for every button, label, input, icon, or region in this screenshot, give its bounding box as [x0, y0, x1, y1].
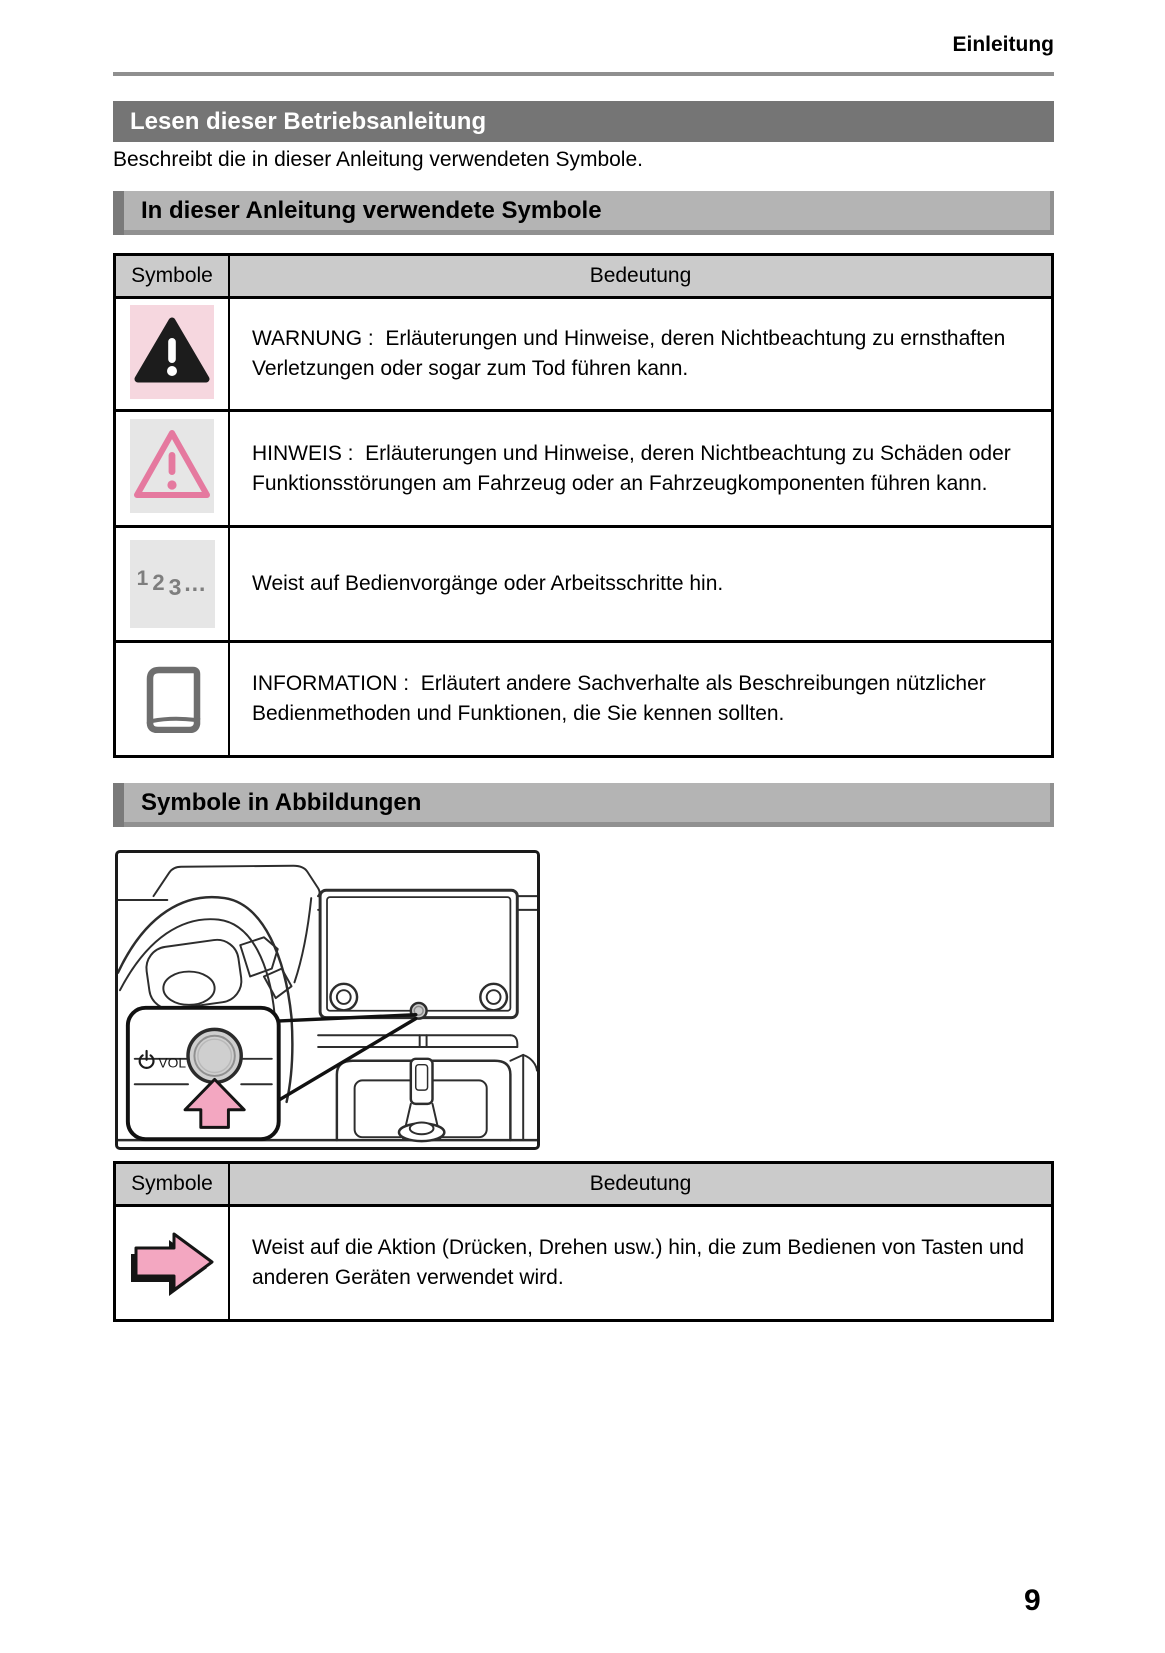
table-row [115, 411, 1053, 527]
subsection-title-bar [113, 191, 1054, 235]
table-row [115, 298, 1053, 411]
subsection-accent [113, 783, 124, 827]
symbol-cell [115, 527, 230, 642]
column-stalk [240, 937, 277, 976]
meaning-cell: Weist auf die Aktion (Drücken, Drehen usw.) hin, die zum Bedienen von Tasten und anderen Geräten verwendet wird. [229, 1206, 1053, 1321]
column-header-meaning: Bedeutung [229, 255, 1053, 298]
dash-seam [294, 898, 311, 982]
subsection-title-bar [113, 783, 1054, 827]
column-header-meaning: Bedeutung [229, 1163, 1053, 1206]
illustration-symbols-table [113, 1161, 1054, 1322]
section-title: Lesen dieser Betriebsanleitung [130, 107, 487, 135]
subsection-title: In dieser Anleitung verwendete Symbole [124, 191, 1050, 230]
subsection-title: Symbole in Abbildungen [124, 783, 1050, 822]
table-row [115, 642, 1053, 757]
page-number: 9 [1024, 1584, 1041, 1617]
table-header-row [115, 255, 1053, 298]
header-rule [113, 72, 1054, 76]
steering-hub-center [163, 972, 214, 1005]
subsection-accent [113, 191, 124, 235]
book-icon [137, 661, 207, 733]
dashboard-illustration [115, 850, 540, 1150]
meaning-cell: INFORMATION : Erläutert andere Sachverhalte als Beschreibungen nützlicher Bedienmethoden und Funktionen, die Sie kennen sollten. [229, 642, 1053, 757]
column-header-symbol: Symbole [115, 255, 230, 298]
symbol-cell [115, 298, 230, 411]
symbol-cell [115, 642, 230, 757]
console-side [510, 1055, 523, 1140]
meaning-cell: WARNUNG : Erläuterungen und Hinweise, deren Nichtbeachtung zu ernsthaften Verletzungen oder sogar zum Tod führen kann. [229, 298, 1053, 411]
symbols-table [113, 253, 1054, 758]
meaning-cell: HINWEIS : Erläuterungen und Hinweise, deren Nichtbeachtung zu Schäden oder Funktionsstörungen am Fahrzeug oder an Fahrzeugkomponenten führen kann. [229, 411, 1053, 527]
instrument-hood [153, 866, 319, 896]
table-row [115, 527, 1053, 642]
numbered-steps-icon: 1 2 3 … [130, 540, 215, 628]
column-header-symbol: Symbole [115, 1163, 230, 1206]
symbol-cell [115, 411, 230, 527]
steering-hub [144, 937, 245, 1012]
knob-label: VOL [158, 1055, 187, 1071]
intro-text: Beschreibt die in dieser Anleitung verwendeten Symbole. [113, 148, 643, 171]
shifter-boot [411, 1059, 433, 1104]
shifter-knob [410, 1123, 434, 1135]
callout-pointer-line [266, 1019, 416, 1108]
volume-knob [188, 1029, 241, 1082]
action-arrow-icon [126, 1224, 218, 1298]
meaning-cell: Weist auf Bedienvorgänge oder Arbeitsschritte hin. [229, 527, 1053, 642]
chapter-header: Einleitung [952, 33, 1054, 56]
section-title-bar [113, 101, 1054, 142]
symbol-cell [115, 1206, 230, 1321]
table-header-row [115, 1163, 1053, 1206]
table-row [115, 1206, 1053, 1321]
caution-triangle-icon [130, 419, 214, 513]
warning-triangle-icon [130, 305, 214, 399]
